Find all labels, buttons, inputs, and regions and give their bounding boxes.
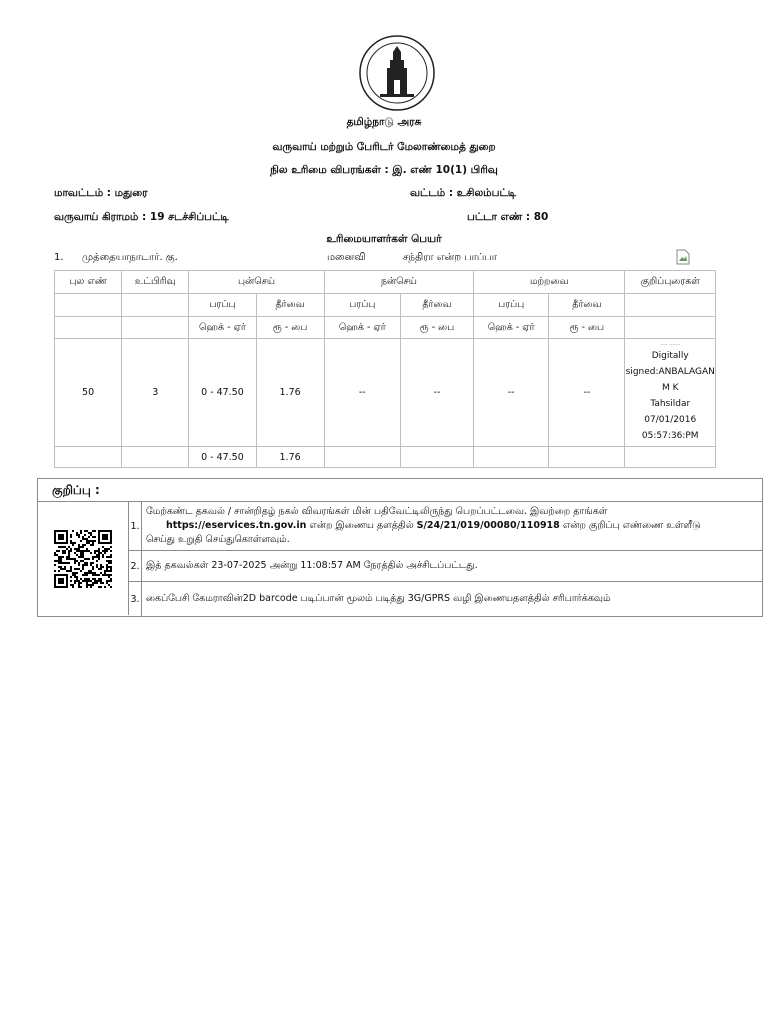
nanjai-area: --: [324, 339, 400, 447]
notes-title: குறிப்பு :: [38, 479, 762, 502]
owner-relation: மனைவி: [327, 252, 366, 263]
header-remarks: குறிப்புரைகள்: [625, 271, 716, 294]
punjai-tax: 1.76: [256, 339, 324, 447]
broken-image-icon: [675, 249, 691, 265]
signature-mark: ---- ------: [660, 341, 681, 348]
header-punjai: புன்செய்: [189, 271, 324, 294]
others-area-unit: ஹெக் - ஏர்: [474, 317, 549, 339]
survey-number: 50: [55, 339, 122, 447]
subdivision: 3: [122, 339, 189, 447]
others-area: --: [474, 339, 549, 447]
note-2: 2. இத் தகவல்கள் 23-07-2025 அன்று 11:08:57 AM நேரத்தில் அச்சிடப்பட்டது.: [129, 551, 762, 582]
header-subdiv: உட்பிரிவு: [122, 271, 189, 294]
reference-number: S/24/21/019/00080/110918: [416, 520, 560, 531]
header-survey: புல எண்: [55, 271, 122, 294]
notes-box: [37, 478, 763, 617]
header-others: மற்றவை: [474, 271, 625, 294]
total-punjai-area: 0 - 47.50: [189, 447, 256, 468]
tn-emblem-icon: [358, 34, 436, 112]
nanjai-tax: --: [400, 339, 473, 447]
total-row: [55, 447, 716, 468]
record-title: நில உரிமை விபரங்கள் : இ. எண் 10(1) பிரிவு: [270, 164, 498, 176]
nanjai-tax-header: தீர்வை: [400, 294, 473, 317]
land-table: [54, 270, 716, 468]
others-tax-unit: ரூ - பை: [549, 317, 625, 339]
punjai-area-unit: ஹெக் - ஏர்: [189, 317, 256, 339]
punjai-tax-unit: ரூ - பை: [256, 317, 324, 339]
others-tax: --: [549, 339, 625, 447]
header-nanjai: நன்செய்: [324, 271, 473, 294]
department-title: வருவாய் மற்றும் பேரிடர் மேலாண்மைத் துறை: [272, 141, 496, 153]
punjai-area: 0 - 47.50: [189, 339, 256, 447]
others-tax-header: தீர்வை: [549, 294, 625, 317]
spouse-name: சந்திரா என்ற பாப்பா: [403, 252, 497, 263]
total-punjai-tax: 1.76: [256, 447, 324, 468]
owners-heading: உரிமையாளர்கள் பெயர்: [326, 233, 442, 245]
punjai-tax-header: தீர்வை: [256, 294, 324, 317]
qr-code-icon: [54, 530, 112, 588]
owner-number: 1.: [54, 252, 64, 263]
govt-title: தமிழ்நாடு அரசு: [346, 116, 422, 128]
taluk: வட்டம் : உசிலம்பட்டி: [410, 187, 517, 199]
others-area-header: பரப்பு: [474, 294, 549, 317]
village: வருவாய் கிராமம் : 19 சடச்சிப்பட்டி: [54, 211, 229, 223]
note-3: 3. கைப்பேசி கேமராவின்2D barcode படிப்பான் மூலம் படித்து 3G/GPRS வழி இணையதளத்தில் சரிபார்க்கவும்: [129, 582, 762, 616]
note-1: 1. மேற்கண்ட தகவல் / சான்றிதழ் நகல் விவரங்கள் மின் பதிவேட்டிலிருந்து பெறப்பட்டவை. இவற்றை தாங்கள் https://eservices.tn.gov.in என்ற இணைய தளத்தில் S/24/21/019/00080/110918 என்ற குறிப்பு எண்ணை உள்ளீடு செய்து உறுதி செய்துகொள்ளவும்.: [129, 502, 762, 551]
owner-name: முத்தையாநாடார். கு.: [82, 252, 178, 263]
nanjai-area-unit: ஹெக் - ஏர்: [324, 317, 400, 339]
patta-number: பட்டா எண் : 80: [467, 211, 549, 223]
verification-link[interactable]: https://eservices.tn.gov.in: [166, 520, 307, 531]
punjai-area-header: பரப்பு: [189, 294, 256, 317]
district: மாவட்டம் : மதுரை: [54, 187, 148, 199]
nanjai-area-header: பரப்பு: [324, 294, 400, 317]
nanjai-tax-unit: ரூ - பை: [400, 317, 473, 339]
table-row: [55, 339, 716, 447]
digital-signature: ---- ------ Digitally signed:ANBALAGAN M K Tahsildar 07/01/2016 05:57:36:PM: [625, 339, 716, 447]
